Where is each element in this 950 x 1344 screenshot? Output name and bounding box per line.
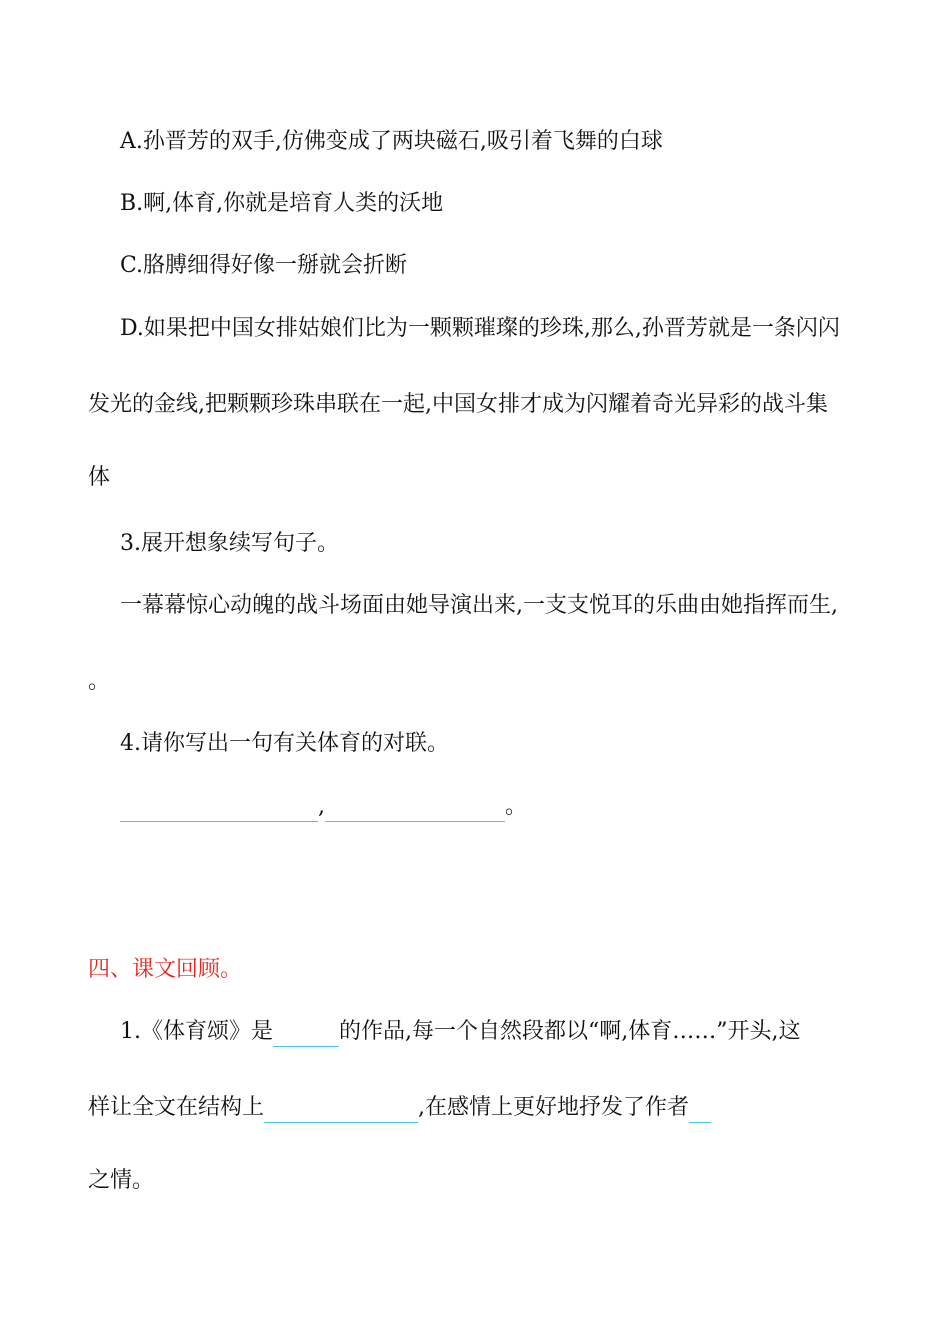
couplet-answer-line bbox=[120, 792, 527, 822]
emotion-blank[interactable] bbox=[689, 1096, 711, 1123]
section-4-q1-line-2 bbox=[88, 1093, 711, 1123]
option-b: B.啊,体育,你就是培育人类的沃地 bbox=[120, 191, 444, 216]
question-4-title: 4.请你写出一句有关体育的对联。 bbox=[120, 731, 449, 756]
option-d-line-3: 体 bbox=[88, 465, 111, 490]
option-a: A.孙晋芳的双手,仿佛变成了两块磁石,吸引着飞舞的白球 bbox=[120, 129, 663, 154]
question-3-sentence: 一幕幕惊心动魄的战斗场面由她导演出来,一支支悦耳的乐曲由她指挥而生, bbox=[120, 593, 838, 618]
q1-text-part-2: 的作品,每一个自然段都以“啊,体育……”开头,这 bbox=[339, 1019, 801, 1044]
option-d-line-2: 发光的金线,把颗颗珍珠串联在一起,中国女排才成为闪耀着奇光异彩的战斗集 bbox=[88, 392, 828, 417]
author-blank[interactable] bbox=[273, 1020, 339, 1047]
couplet-first-blank[interactable] bbox=[120, 795, 318, 822]
question-3-end-mark: 。 bbox=[88, 669, 111, 694]
couplet-period: 。 bbox=[505, 794, 528, 819]
option-d-line-1: D.如果把中国女排姑娘们比为一颗颗璀璨的珍珠,那么,孙晋芳就是一条闪闪 bbox=[120, 316, 840, 341]
structure-blank[interactable] bbox=[264, 1096, 418, 1123]
q1-text-part-3: 样让全文在结构上 bbox=[88, 1095, 265, 1120]
section-4-heading: 四、课文回顾。 bbox=[88, 957, 243, 982]
option-c: C.胳膊细得好像一掰就会折断 bbox=[120, 253, 408, 278]
q1-text-part-4: ,在感情上更好地抒发了作者 bbox=[418, 1095, 690, 1120]
couplet-comma: , bbox=[318, 794, 325, 819]
section-4-q1-line-3: 之情。 bbox=[88, 1168, 155, 1193]
question-3-title: 3.展开想象续写句子。 bbox=[120, 531, 339, 556]
q1-text-part-1: 1.《体育颂》是 bbox=[120, 1019, 273, 1044]
section-4-q1-line-1 bbox=[120, 1017, 800, 1047]
couplet-second-blank[interactable] bbox=[325, 795, 505, 822]
